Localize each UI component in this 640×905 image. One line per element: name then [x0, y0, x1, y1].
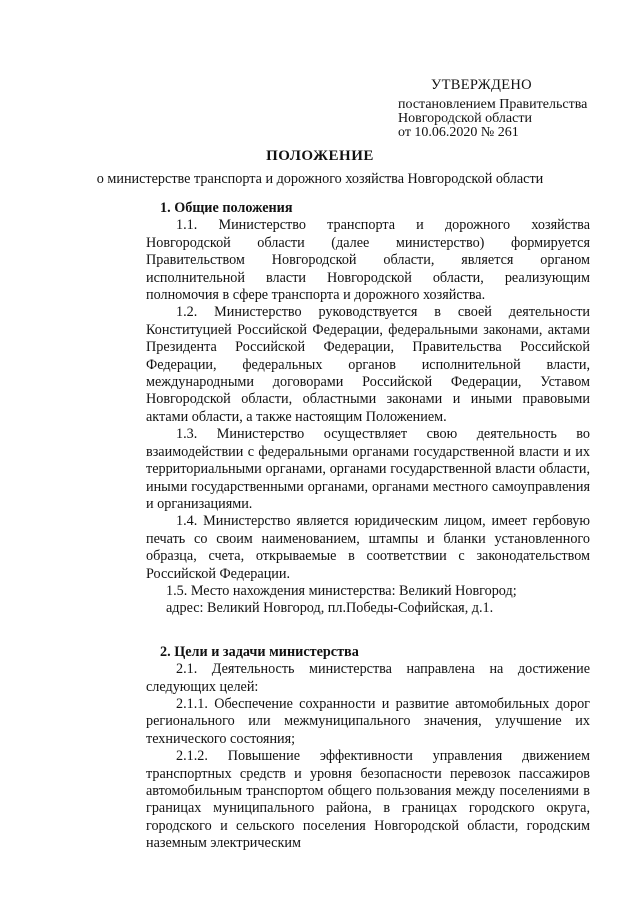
document-subtitle: о министерстве транспорта и дорожного хозяйства Новгородской области — [96, 171, 544, 187]
approval-line: постановлением Правительства — [398, 97, 588, 112]
paragraph: 1.4. Министерство является юридическим лицом, имеет гербовую печать со своим наименованием, штампы и бланки установленного образца, счета, открываемые в соответствии с законодательством Российской Федерации. — [146, 513, 590, 582]
section-heading: 2. Цели и задачи министерства — [160, 643, 359, 660]
paragraph: 2.1.2. Повышение эффективности управления движением транспортных средств и уровня безопасности перевозок пассажиров автомобильным транспортом общего пользования между поселениями в границах муниципального района, в границах городского округа, городского и сельского поселения Новгородской области, городским наземным электрическим — [146, 748, 590, 852]
paragraph: 2.1. Деятельность министерства направлена на достижение следующих целей: — [146, 661, 590, 695]
paragraph: 1.3. Министерство осуществляет свою деятельность во взаимодействии с федеральными органами государственной власти и их территориальными органами, органами государственной власти области, иными государственными органами, органами местного самоуправления и организациями. — [146, 426, 590, 512]
section-heading: 1. Общие положения — [160, 200, 293, 216]
address-line: адрес: Великий Новгород, пл.Победы-Софийская, д.1. — [166, 600, 494, 617]
paragraph: 1.5. Место нахождения министерства: Великий Новгород; — [166, 582, 517, 599]
paragraph: 2.1.1. Обеспечение сохранности и развитие автомобильных дорог регионального или межмуниципального значения, улучшение их технического состояния; — [146, 695, 590, 747]
section-gap — [146, 618, 590, 640]
approval-stamp — [398, 78, 628, 140]
document-title-block — [0, 147, 640, 189]
approval-heading: УТВЕРЖДЕНО — [431, 77, 532, 93]
approval-line: от 10.06.2020 № 261 — [398, 125, 519, 140]
paragraph: 1.1. Министерство транспорта и дорожного хозяйства Новгородской области (далее министерство) формируется Правительством Новгородской области, является органом исполнительной власти Новгородской области, реализующим полномочия в сфере транспорта и дорожного хозяйства. — [146, 217, 590, 304]
document-body — [146, 196, 590, 853]
paragraph: 1.2. Министерство руководствуется в своей деятельности Конституцией Российской Федерации, федеральными законами, актами Президента Российской Федерации, Правительства Российской Федерации, федеральных органов исполнительной власти, международными договорами Российской Федерации, Уставом Новгородской области, областными законами и иными правовыми актами области, а также настоящим Положением. — [146, 304, 590, 425]
document-title: ПОЛОЖЕНИЕ — [266, 148, 374, 164]
approval-line: Новгородской области — [398, 111, 532, 126]
